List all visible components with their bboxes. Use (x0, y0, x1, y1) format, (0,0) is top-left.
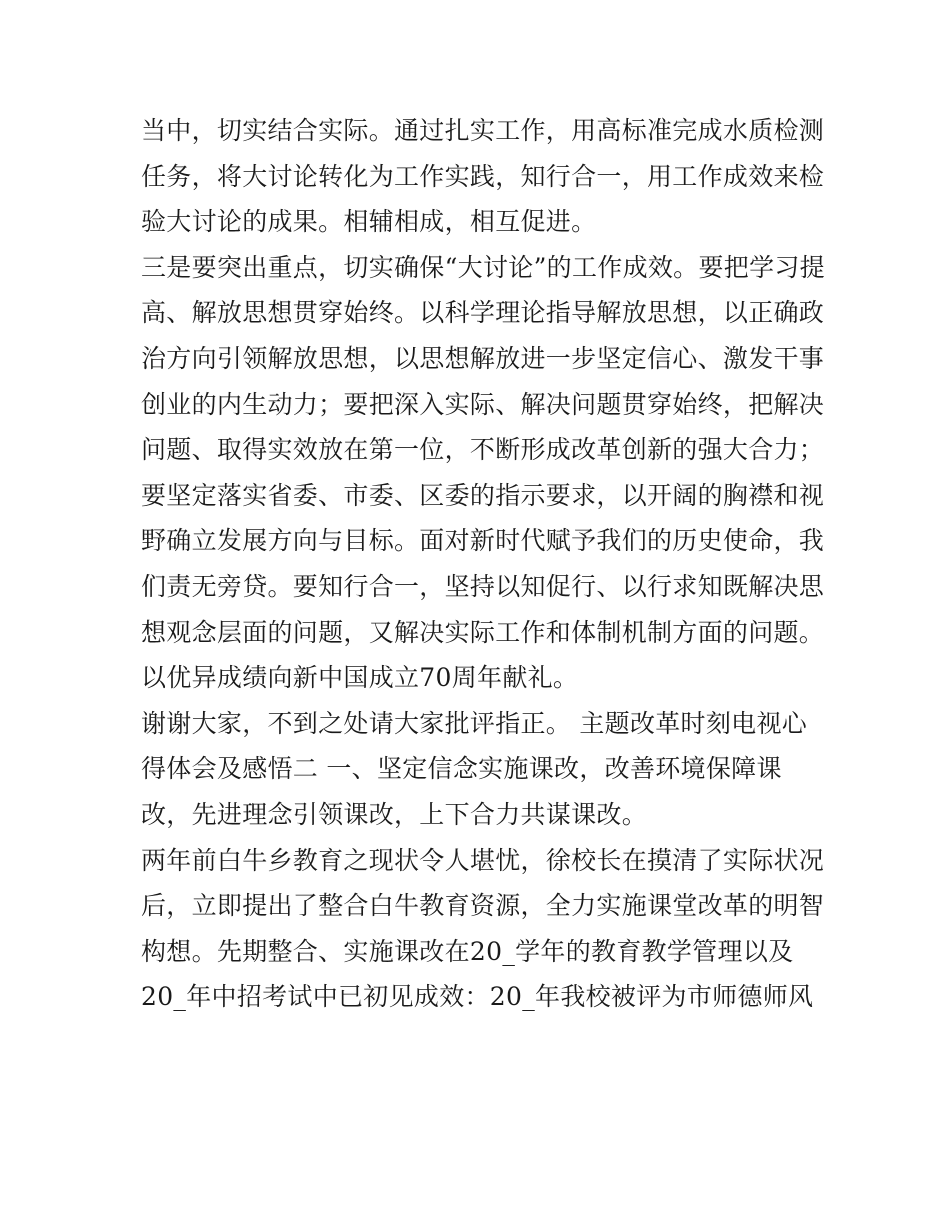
text-line: 要坚定落实省委、市委、区委的指示要求，以开阔的胸襟和视 (141, 480, 825, 510)
text-line: 任务，将大讨论转化为工作实践，知行合一，用工作成效来检 (141, 161, 825, 191)
text-line: 构想。先期整合、实施课改在20_学年的教育教学管理以及 (141, 936, 794, 966)
text-line: 得体会及感悟二 一、坚定信念实施课改，改善环境保障课 (141, 754, 782, 784)
body-text (141, 108, 825, 1020)
text-line: 当中，切实结合实际。通过扎实工作，用高标准完成水质检测 (141, 116, 825, 145)
text-line: 治方向引领解放思想，以思想解放进一步坚定信心、激发干事 (141, 343, 825, 373)
text-line: 三是要突出重点，切实确保“大讨论”的工作成效。要把学习提 (141, 252, 825, 282)
text-line: 野确立发展方向与目标。面对新时代赋予我们的历史使命，我 (141, 526, 825, 556)
text-line: 高、解放思想贯穿始终。以科学理论指导解放思想，以正确政 (141, 298, 825, 328)
text-line: 们责无旁贷。要知行合一，坚持以知促行、以行求知既解决思 (141, 571, 825, 601)
text-line: 改，先进理念引领课改，上下合力共谋课改。 (141, 799, 648, 829)
text-line: 两年前白牛乡教育之现状令人堪忧，徐校长在摸清了实际状况 (141, 845, 825, 875)
text-line: 创业的内生动力；要把深入实际、解决问题贯穿始终，把解决 (141, 389, 825, 419)
text-line: 问题、取得实效放在第一位，不断形成改革创新的强大合力； (141, 435, 825, 465)
text-line: 后，立即提出了整合白牛教育资源，全力实施课堂改革的明智 (141, 891, 825, 921)
text-line: 20_年中招考试中已初见成效：20_年我校被评为市师德师风 (141, 982, 814, 1012)
text-line: 以优异成绩向新中国成立70周年献礼。 (141, 663, 579, 693)
text-line: 验大讨论的成果。相辅相成，相互促进。 (141, 207, 597, 237)
text-line: 想观念层面的问题，又解决实际工作和体制机制方面的问题。 (141, 617, 825, 647)
text-line: 谢谢大家，不到之处请大家批评指正。 主题改革时刻电视心 (141, 708, 808, 738)
